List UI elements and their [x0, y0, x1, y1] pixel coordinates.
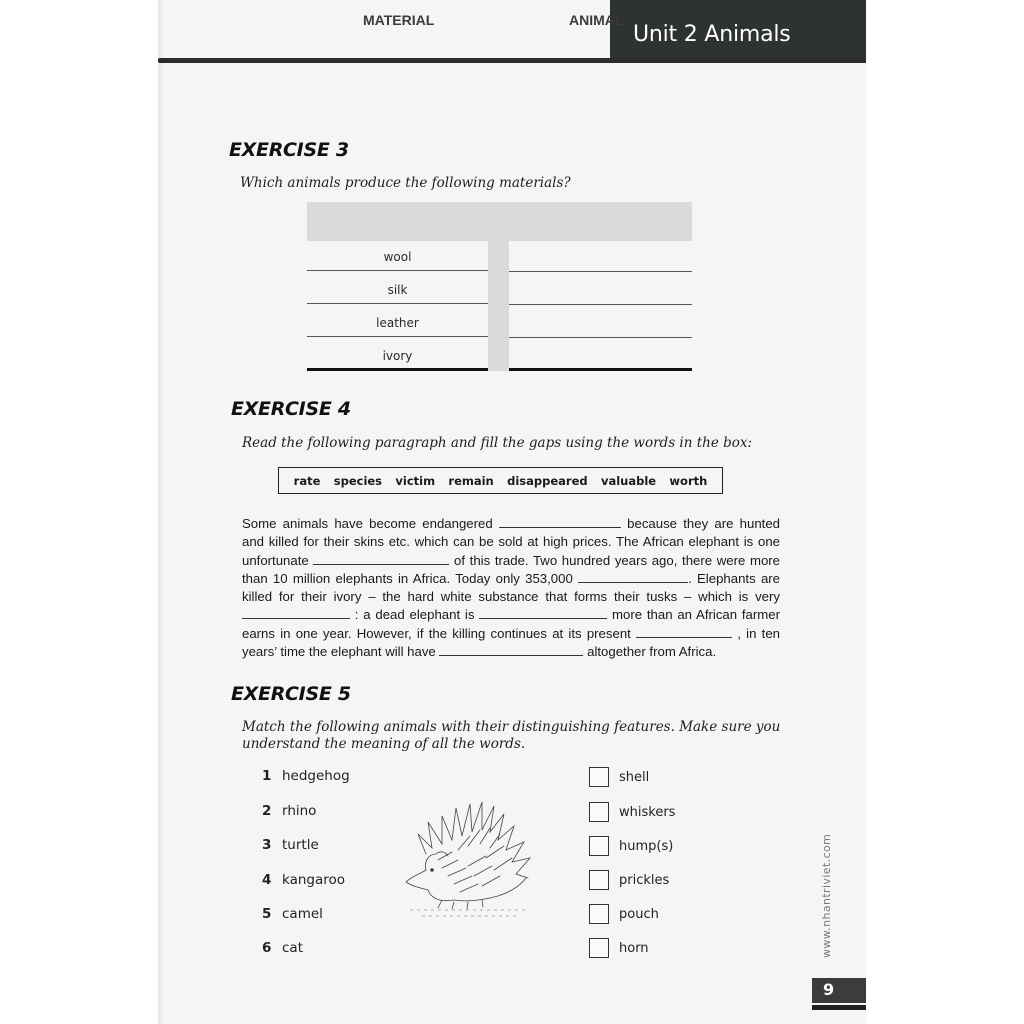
column-header-material: MATERIAL	[363, 12, 435, 28]
answer-checkbox[interactable]	[589, 938, 609, 958]
exercise-4-heading: EXERCISE 4	[231, 398, 351, 420]
table-header	[307, 202, 692, 241]
answer-checkbox[interactable]	[589, 904, 609, 924]
word-option: rate	[293, 473, 321, 488]
paragraph-text: of this trade. Two hundred years ago, there were more than 10 million elephants in Africa. Today only 353,000	[242, 552, 781, 586]
gap-blank-3[interactable]	[578, 571, 688, 583]
header-rule	[158, 58, 866, 63]
table-row-material: wool	[383, 250, 412, 264]
feature-item: pouch	[589, 904, 659, 924]
table-row-material: ivory	[382, 349, 413, 363]
hedgehog-illustration	[398, 796, 538, 921]
gap-blank-6[interactable]	[636, 626, 732, 638]
page-number-box	[812, 978, 866, 1003]
animal-item: 3 turtle	[262, 837, 319, 853]
word-box	[278, 467, 723, 494]
word-option: valuable	[600, 473, 657, 488]
word-option: victim	[395, 473, 436, 488]
gap-blank-1[interactable]	[499, 516, 621, 528]
exercise-5-instruction-line2: understand the meaning of all the words.	[242, 736, 526, 752]
animal-item: 5 camel	[262, 906, 323, 922]
word-option: disappeared	[507, 473, 588, 488]
row-line	[307, 303, 488, 304]
exercise-3-instruction: Which animals produce the following materials?	[240, 175, 571, 191]
paragraph-text: more than an African farmer earns in one year. However, if the killing continues at its present	[242, 607, 780, 641]
answer-checkbox[interactable]	[589, 836, 609, 856]
animal-answer-line[interactable]	[509, 304, 692, 305]
table-row-material: leather	[376, 316, 419, 330]
page-edge-shadow	[158, 0, 164, 1024]
column-divider	[488, 241, 509, 371]
answer-checkbox[interactable]	[589, 767, 609, 787]
feature-item: hump(s)	[589, 836, 673, 856]
paragraph-text: altogether from Africa.	[587, 644, 717, 660]
exercise-5-heading: EXERCISE 5	[231, 683, 351, 705]
row-line	[307, 270, 488, 271]
publisher-url: www.nhantriviet.com	[820, 833, 833, 958]
feature-item: whiskers	[589, 802, 675, 822]
column-header-animal: ANIMAL	[569, 12, 624, 28]
feature-item: shell	[589, 767, 649, 787]
feature-item: horn	[589, 938, 649, 958]
row-line	[307, 336, 488, 337]
exercise-4-instruction: Read the following paragraph and fill the gaps using the words in the box:	[242, 435, 753, 451]
answer-checkbox[interactable]	[589, 870, 609, 890]
word-option: worth	[669, 473, 708, 488]
gap-blank-4[interactable]	[242, 607, 350, 619]
animal-answer-line[interactable]	[509, 368, 692, 371]
paragraph-text: Some animals have become endangered	[242, 516, 493, 531]
animal-item: 4 kangaroo	[262, 872, 346, 888]
animal-item: 1 hedgehog	[262, 768, 350, 784]
gap-blank-2[interactable]	[313, 553, 449, 565]
unit-title: Unit 2 Animals	[633, 22, 791, 47]
paragraph-text: : a dead elephant is	[354, 607, 475, 623]
page-number: 9	[823, 980, 835, 999]
animal-answer-line[interactable]	[509, 271, 692, 272]
paragraph-text: . Elephants are killed for their ivory – the hard white substance that forms their tusks – which is very	[242, 570, 780, 605]
animal-answer-line[interactable]	[509, 337, 692, 338]
fill-gap-paragraph	[242, 515, 780, 661]
exercise-5-instruction-line1: Match the following animals with their distinguishing features. Make sure you	[242, 719, 781, 735]
word-option: remain	[448, 473, 494, 488]
page-number-rule	[812, 1005, 866, 1010]
answer-checkbox[interactable]	[589, 802, 609, 822]
paragraph-text: because they are hunted and killed for their skins etc. which can be sold at high prices. The African elephant is one unfortunate	[242, 516, 780, 568]
table-row-material: silk	[387, 283, 408, 297]
animal-item: 2 rhino	[262, 803, 317, 819]
table-bottom-rule	[307, 368, 488, 371]
feature-item: prickles	[589, 870, 669, 890]
gap-blank-7[interactable]	[439, 644, 583, 656]
paragraph-text: , in ten years’ time the elephant will have	[242, 625, 781, 660]
gap-blank-5[interactable]	[479, 607, 607, 619]
exercise-3-heading: EXERCISE 3	[229, 139, 349, 161]
word-option: species	[333, 473, 383, 488]
animal-item: 6 cat	[262, 940, 303, 956]
